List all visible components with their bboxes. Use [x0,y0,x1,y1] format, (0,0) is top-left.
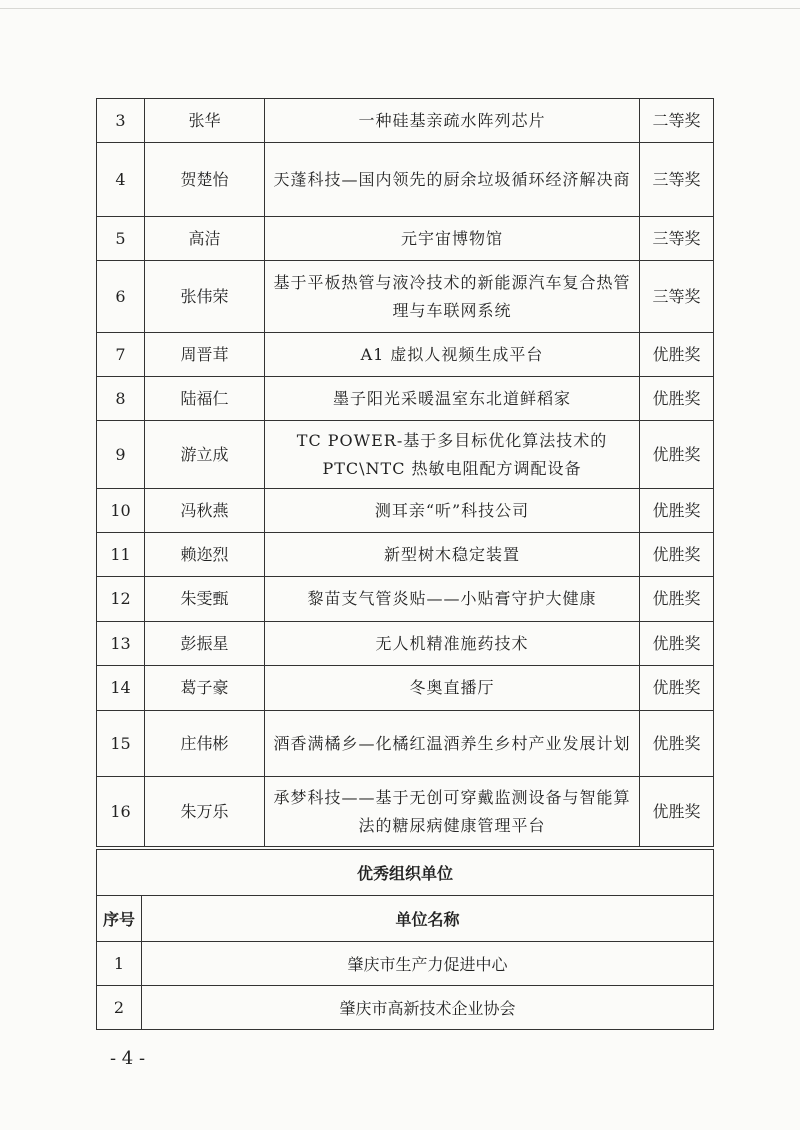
row-number: 10 [97,489,145,533]
project-title: 一种硅基亲疏水阵列芯片 [265,99,640,143]
unit-name: 肇庆市生产力促进中心 [142,942,714,986]
row-number: 15 [97,711,145,777]
winner-name: 周晋茸 [145,333,265,377]
row-number: 9 [97,421,145,489]
awards-table [96,98,714,847]
page-number: - 4 - [110,1048,146,1069]
table-row [97,711,714,777]
project-title: 新型树木稳定装置 [265,533,640,577]
prize-level: 优胜奖 [640,333,714,377]
winner-name: 庄伟彬 [145,711,265,777]
row-number: 2 [97,986,142,1030]
row-number: 6 [97,261,145,333]
project-title: 基于平板热管与液冷技术的新能源汽车复合热管理与车联网系统 [265,261,640,333]
table-row [97,577,714,622]
prize-level: 三等奖 [640,217,714,261]
project-title: A1 虚拟人视频生成平台 [265,333,640,377]
project-title: 酒香满橘乡—化橘红温酒养生乡村产业发展计划 [265,711,640,777]
row-number: 4 [97,143,145,217]
table-row [97,666,714,711]
table-row [97,533,714,577]
prize-level: 二等奖 [640,99,714,143]
row-number: 8 [97,377,145,421]
prize-level: 优胜奖 [640,666,714,711]
project-title: TC POWER-基于多目标优化算法技术的PTC\NTC 热敏电阻配方调配设备 [265,421,640,489]
prize-level: 优胜奖 [640,711,714,777]
table-row [97,777,714,847]
winner-name: 游立成 [145,421,265,489]
table-row [97,143,714,217]
table-row [97,942,714,986]
section-heading: 优秀组织单位 [97,850,714,896]
winner-name: 张伟荣 [145,261,265,333]
row-number: 7 [97,333,145,377]
unit-name: 肇庆市高新技术企业协会 [142,986,714,1030]
row-number: 16 [97,777,145,847]
table-row [97,217,714,261]
prize-level: 优胜奖 [640,377,714,421]
prize-level: 优胜奖 [640,533,714,577]
prize-level: 优胜奖 [640,622,714,666]
prize-level: 优胜奖 [640,777,714,847]
row-number: 1 [97,942,142,986]
winner-name: 葛子豪 [145,666,265,711]
row-number: 5 [97,217,145,261]
prize-level: 优胜奖 [640,489,714,533]
winner-name: 彭振星 [145,622,265,666]
winner-name: 朱雯甄 [145,577,265,622]
row-number: 3 [97,99,145,143]
row-number: 13 [97,622,145,666]
prize-level: 优胜奖 [640,577,714,622]
winner-name: 冯秋燕 [145,489,265,533]
row-number: 14 [97,666,145,711]
winner-name: 张华 [145,99,265,143]
project-title: 元宇宙博物馆 [265,217,640,261]
project-title: 冬奥直播厅 [265,666,640,711]
table-row [97,986,714,1030]
table-row [97,261,714,333]
project-title: 黎苗支气管炎贴——小贴膏守护大健康 [265,577,640,622]
table-header-row [97,896,714,942]
project-title: 测耳亲“听”科技公司 [265,489,640,533]
winner-name: 陆福仁 [145,377,265,421]
winner-name: 赖迩烈 [145,533,265,577]
table-row [97,850,714,896]
table-row [97,421,714,489]
column-header-number: 序号 [97,896,142,942]
table-row [97,99,714,143]
project-title: 天蓬科技—国内领先的厨余垃圾循环经济解决商 [265,143,640,217]
row-number: 12 [97,577,145,622]
project-title: 墨子阳光采暖温室东北道鲜稻家 [265,377,640,421]
page-top-edge [0,8,800,9]
project-title: 无人机精准施药技术 [265,622,640,666]
table-row [97,489,714,533]
project-title: 承梦科技——基于无创可穿戴监测设备与智能算法的糖尿病健康管理平台 [265,777,640,847]
column-header-unit: 单位名称 [142,896,714,942]
table-row [97,622,714,666]
winner-name: 朱万乐 [145,777,265,847]
table-row [97,333,714,377]
prize-level: 三等奖 [640,143,714,217]
table-row [97,377,714,421]
prize-level: 三等奖 [640,261,714,333]
winner-name: 贺楚怡 [145,143,265,217]
winner-name: 高洁 [145,217,265,261]
organizer-table [96,849,714,1030]
row-number: 11 [97,533,145,577]
prize-level: 优胜奖 [640,421,714,489]
